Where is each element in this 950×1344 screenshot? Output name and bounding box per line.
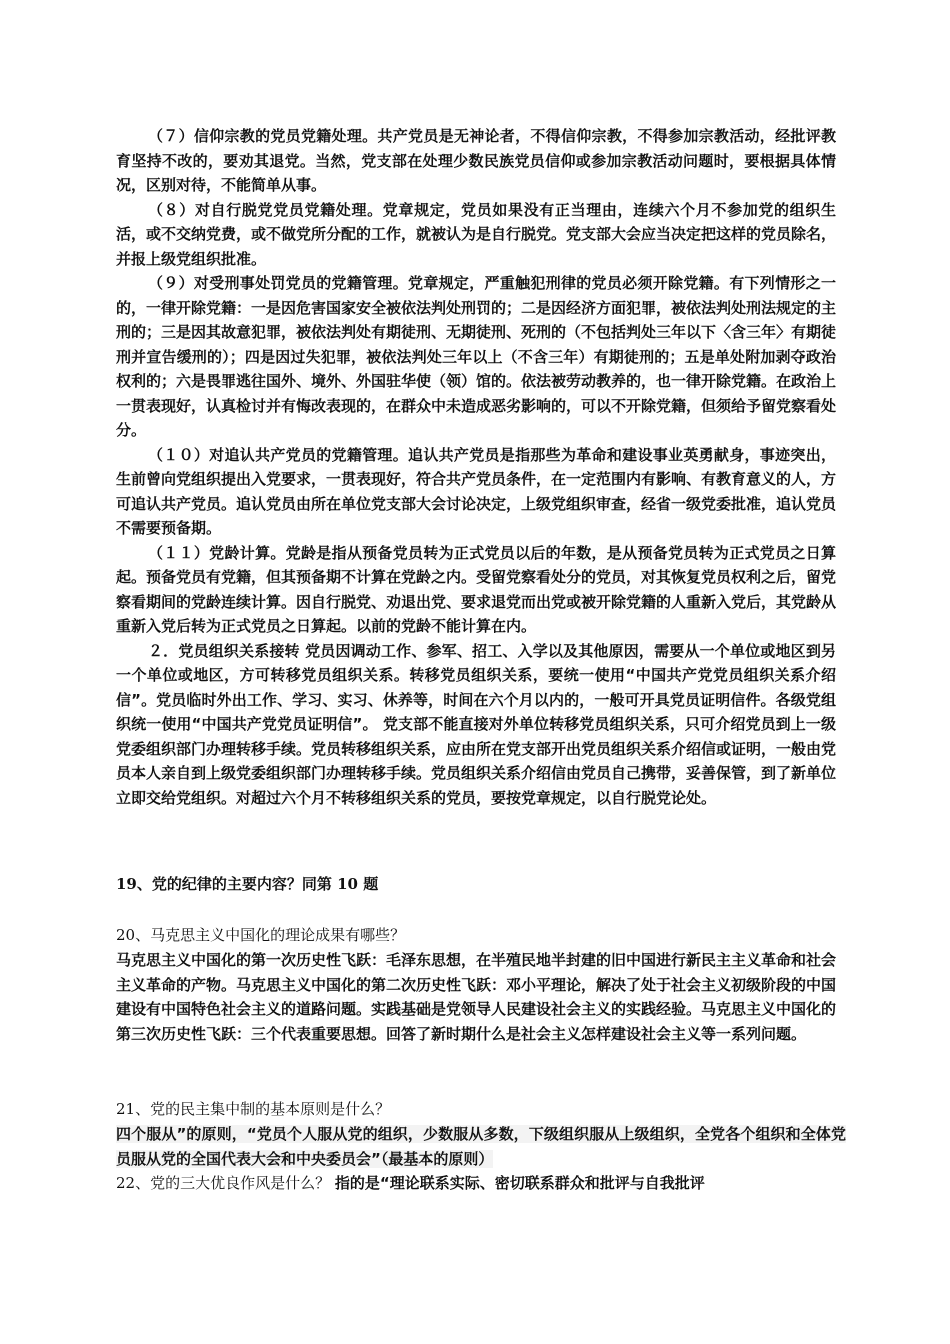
answer-21-text: 四个服从”的原则，“党员个人服从党的组织，少数服从多数，下级组织服从上级组织，全党各个组织和全体党员服从党的全国代表大会和中央委员会”（最基本的原则）: [116, 1125, 846, 1168]
item-2-organization-transfer: ２．党员组织关系接转 党员因调动工作、参军、招工、入学以及其他原因，需要从一个单位或地区到另一个单位或地区，方可转移党员组织关系。转移党员组织关系，要统一使用“中国共产党党员组织关系介绍信”。党员临时外出工作、学习、实习、休养等，时间在六个月以内的，一般可开具党员证明信件。各级党组织统一使用“中国共产党党员证明信”。 党支部不能直接对外单位转移党员组织关系，只可介绍党员到上一级党委组织部门办理转移手续。党员转移组织关系，应由所在党支部开出党员组织关系介绍信或证明，一般由党员本人亲自到上级党委组织部门办理转移手续。党员组织关系介绍信由党员自己携带，妥善保管，到了新单位立即交给党组织。对超过六个月不转移组织关系的党员，要按党章规定，以自行脱党论处。: [116, 641, 837, 807]
paragraph-10: （１０）对追认共产党员的党籍管理。追认共产党员是指那些为革命和建设事业英勇献身，事迹突出，生前曾向党组织提出入党要求，一贯表现好，符合共产党员条件，在一定范围内有影响、有教育意义的人，方可追认共产党员。追认党员由所在单位党支部大会讨论决定，上级党组织审查，经省一级党委批准，追认党员不需要预备期。: [116, 445, 837, 537]
answer-22: 指的是“理论联系实际、密切联系群众和批评与自我批评: [334, 1174, 705, 1192]
paragraph-9: （９）对受刑事处罚党员的党籍管理。党章规定，严重触犯刑律的党员必须开除党籍。有下列情形之一的，一律开除党籍：一是因危害国家安全被依法判处刑罚的；二是因经济方面犯罪，被依法判处刑法规定的主刑的；三是因其故意犯罪，被依法判处有期徒刑、无期徒刑、死刑的（不包括判处三年以下〈含三年〉有期徒刑并宣告缓刑的）；四是因过失犯罪，被依法判处三年以上（不含三年）有期徒刑的；五是单处附加剥夺政治权利的；六是畏罪逃往国外、境外、外国驻华使（领）馆的。依法被劳动教养的，也一律开除党籍。在政治上一贯表现好，认真检讨并有悔改表现的，在群众中未造成恶劣影响的，可以不开除党籍，但须给予留党察看处分。: [116, 274, 837, 439]
party-membership-section: [116, 124, 836, 810]
answer-20: 马克思主义中国化的第一次历史性飞跃：毛泽东思想，在半殖民地半封建的旧中国进行新民主主义革命和社会主义革命的产物。马克思主义中国化的第二次历史性飞跃：邓小平理论，解决了处于社会主义初级阶段的中国建设有中国特色社会主义的道路问题。实践基础是党领导人民建设社会主义的实践经验。马克思主义中国化的第三次历史性飞跃：三个代表重要思想。回答了新时期什么是社会主义怎样建设社会主义等一系列问题。: [116, 951, 837, 1043]
paragraph-8: （８）对自行脱党党员党籍处理。党章规定，党员如果没有正当理由，连续六个月不参加党的组织生活，或不交纳党费，或不做党所分配的工作，就被认为是自行脱党。党支部大会应当决定把这样的党员除名，并报上级党组织批准。: [116, 200, 837, 268]
answer-21: [116, 1122, 846, 1171]
paragraph-7: （７）信仰宗教的党员党籍处理。共产党员是无神论者，不得信仰宗教，不得参加宗教活动，经批评教育坚持不改的，要劝其退党。当然，党支部在处理少数民族党员信仰或参加宗教活动问题时，要根据具体情况，区别对待，不能简单从事。: [116, 127, 836, 194]
question-20: 20、马克思主义中国化的理论成果有哪些？: [116, 926, 406, 944]
paragraph-11: （１１）党龄计算。党龄是指从预备党员转为正式党员以后的年数，是从预备党员转为正式党员之日算起。预备党员有党籍，但其预备期不计算在党龄之内。受留党察看处分的党员，对其恢复党员权利之后，留党察看期间的党龄连续计算。因自行脱党、劝退出党、要求退党而出党或被开除党籍的人重新入党后，其党龄从重新入党后转为正式党员之日算起。以前的党龄不能计算在内。: [116, 543, 837, 635]
question-21: 21、党的民主集中制的基本原则是什么？: [116, 1100, 391, 1118]
question-19: 19、党的纪律的主要内容？同第 10 题: [116, 875, 379, 893]
question-22: [116, 1171, 846, 1195]
question-22-text: 22、党的三大优良作风是什么？: [116, 1174, 331, 1192]
